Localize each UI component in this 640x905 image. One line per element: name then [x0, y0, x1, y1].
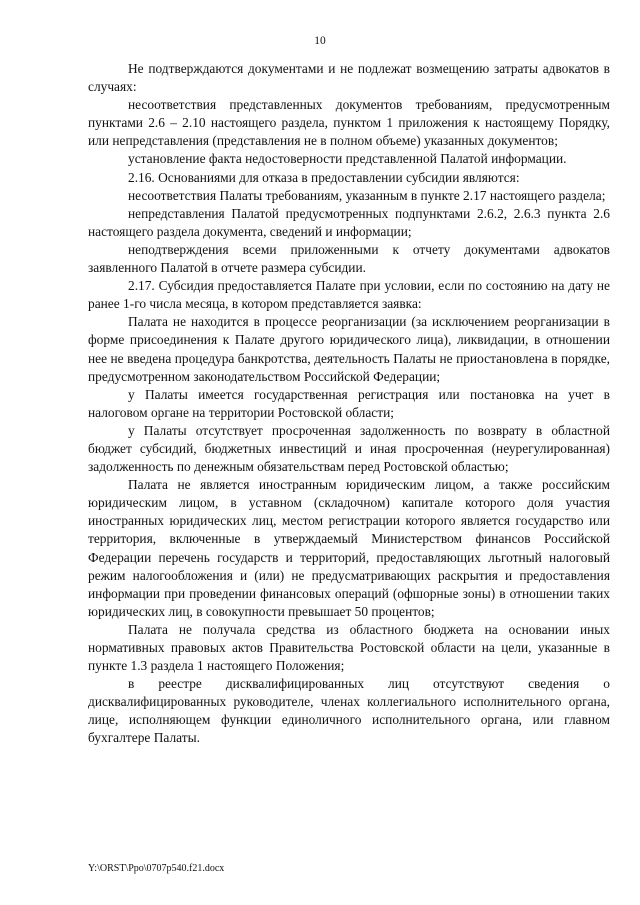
paragraph: несоответствия представленных документов требованиям, предусмотренным пунктами 2.6 – 2.10 настоящего раздела, пунктом 1 приложения к настоящему Порядку, или непредставления (представления не в полном объеме) указанных документов; — [88, 97, 610, 149]
footer-file-path: Y:\ORST\Ppo\0707p540.f21.docx — [88, 863, 225, 874]
paragraph: неподтверждения всеми приложенными к отчету документами адвокатов заявленного Палатой в отчете размера субсидии. — [88, 241, 610, 276]
document-body — [88, 60, 610, 748]
paragraph: Палата не получала средства из областного бюджета на основании иных нормативных правовых актов Правительства Ростовской области на цели, указанные в пункте 1.3 раздела 1 настоящего Положения; — [88, 621, 610, 674]
paragraph: непредставления Палатой предусмотренных подпунктами 2.6.2, 2.6.3 пункта 2.6 настоящего раздела документа, сведений и информации; — [88, 205, 610, 239]
paragraph: у Палаты отсутствует просроченная задолженность по возврату в областной бюджет субсидий, бюджетных инвестиций и иная просроченная (неурегулированная) задолженность по денежным обязательствам перед Ростовской областью; — [88, 422, 610, 475]
section-heading-2-16: 2.16. Основаниями для отказа в предоставлении субсидии являются: — [128, 169, 520, 185]
paragraph: в реестре дисквалифицированных лиц отсутствуют сведения о дисквалифицированных руководителе, членах коллегиального исполнительного органа, лице, исполняющем функции единоличного исполнительного органа, или главном бухгалтере Палаты. — [88, 676, 610, 746]
paragraph: установление факта недостоверности представленной Палатой информации. — [128, 151, 567, 167]
paragraph: у Палаты имеется государственная регистрация или постановка на учет в налоговом органе на территории Ростовской области; — [88, 386, 610, 420]
paragraph: несоответствия Палаты требованиям, указанным в пункте 2.17 настоящего раздела; — [128, 187, 606, 203]
paragraph: Палата не является иностранным юридическим лицом, а также российским юридическим лицом, в уставном (складочном) капитале которого доля участия иностранных юридических лиц, местом регистрации которого является государство или территория, включенные в утверждаемый Министерством финансов Российской Федерации перечень государств и территорий, предоставляющих льготный налоговый режим налогообложения и (или) не предусматривающих раскрытия и предоставления информации при проведении финансовых операций (офшорные зоны) в отношении таких юридических лиц, в совокупности превышает 50 процентов; — [88, 477, 610, 619]
paragraph: Палата не находится в процессе реорганизации (за исключением реорганизации в форме присоединения к Палате другого юридического лица), ликвидации, в отношении нее не введена процедура банкротства, деятельность Палаты не приостановлена в порядке, предусмотренном законодательством Российской Федерации; — [88, 314, 610, 384]
page-number: 10 — [314, 35, 326, 47]
section-heading-2-17: 2.17. Субсидия предоставляется Палате при условии, если по состоянию на дату не ранее 1-го числа месяца, в котором представляется заявка: — [88, 278, 610, 312]
paragraph: Не подтверждаются документами и не подлежат возмещению затраты адвокатов в случаях: — [88, 61, 610, 95]
